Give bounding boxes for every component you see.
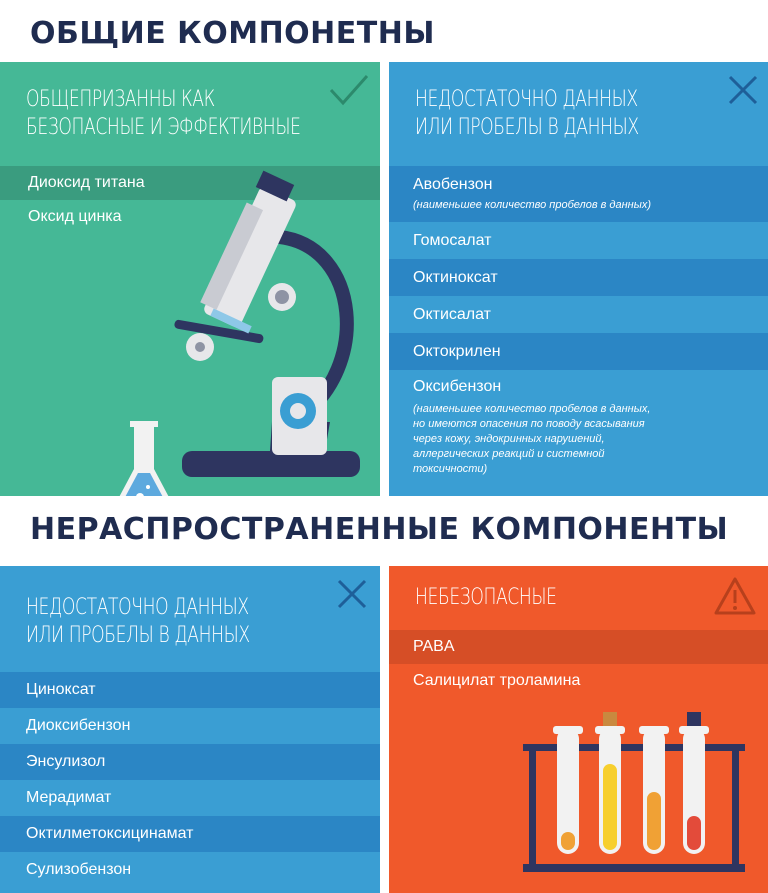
safe-title-line-1: ОБЩЕПРИЗАННЫ КАК <box>26 87 215 112</box>
list-item <box>0 780 380 816</box>
ingredient-name: Авобензон <box>413 176 493 193</box>
ingredient-name: Энсулизол <box>26 753 106 770</box>
ingredient-name: Октокрилен <box>413 343 501 360</box>
unsafe-title-line-1: НЕБЕЗОПАСНЫЕ <box>415 585 557 610</box>
ingredient-name: Октиноксат <box>413 269 498 286</box>
ingredient-name: Циноксат <box>26 681 96 698</box>
list-item <box>0 744 380 780</box>
common-ingredients-heading: ОБЩИЕ КОМПОНЕТНЫ <box>30 16 435 51</box>
list-item <box>0 708 380 744</box>
ingredient-name: Октилметоксицинамат <box>26 825 194 842</box>
list-item <box>0 852 380 888</box>
list-item <box>0 672 380 708</box>
list-item <box>389 166 768 222</box>
data-gap-title <box>415 86 639 142</box>
cross-icon <box>336 578 368 610</box>
data-gap-title-line-2: ИЛИ ПРОБЕЛЫ В ДАННЫХ <box>415 115 639 140</box>
list-item <box>389 370 768 496</box>
ingredient-name: Мерадимат <box>26 789 112 806</box>
checkmark-icon <box>328 72 370 108</box>
note-line: токсичности) <box>413 463 488 475</box>
test-tubes-icon <box>519 704 749 874</box>
data-gap-title-line-1: НЕДОСТАТОЧНО ДАННЫХ <box>415 87 638 112</box>
ingredient-name: Диоксибензон <box>26 717 131 734</box>
ingredient-name: Гомосалат <box>413 232 492 249</box>
data-gap-panel-uncommon <box>0 566 380 893</box>
ingredient-name: Салицилат троламина <box>413 672 581 689</box>
note-line: через кожу, эндокринных нарушений, <box>413 433 605 445</box>
ingredient-name: Октисалат <box>413 306 491 323</box>
note-line: (наименьшее количество пробелов в данных, <box>413 403 651 415</box>
safe-title-line-2: БЕЗОПАСНЫЕ И ЭФФЕКТИВНЫЕ <box>26 115 301 140</box>
data-gap-title-line-2: ИЛИ ПРОБЕЛЫ В ДАННЫХ <box>26 623 250 648</box>
list-item <box>0 816 380 852</box>
list-item <box>389 333 768 370</box>
list-item <box>389 259 768 296</box>
unsafe-panel <box>389 566 768 893</box>
list-item <box>389 222 768 259</box>
warning-icon <box>713 576 757 616</box>
ingredient-name: PABA <box>413 638 455 655</box>
ingredient-note: (наименьшее количество пробелов в данных) <box>413 199 651 211</box>
data-gap-title <box>26 594 250 650</box>
ingredient-name: Оксид цинка <box>28 208 122 225</box>
ingredient-name: Оксибензон <box>413 378 502 395</box>
uncommon-ingredients-heading: НЕРАСПРОСТРАНЕННЫЕ КОМПОНЕНТЫ <box>30 512 729 547</box>
ingredient-name: Диоксид титана <box>28 174 145 191</box>
list-item <box>389 630 768 664</box>
flask-icon <box>94 417 194 496</box>
safe-panel <box>0 62 380 496</box>
ingredient-name: Сулизобензон <box>26 861 132 878</box>
note-line: аллергических реакций и системной <box>413 448 605 460</box>
list-item <box>389 296 768 333</box>
safe-panel-title <box>26 86 301 142</box>
ingredient-note <box>413 402 768 477</box>
list-item <box>389 664 768 698</box>
unsafe-panel-title <box>415 584 557 612</box>
data-gap-title-line-1: НЕДОСТАТОЧНО ДАННЫХ <box>26 595 249 620</box>
cross-icon <box>727 74 759 106</box>
data-gap-panel-common <box>389 62 768 496</box>
note-line: но имеются опасения по поводу всасывания <box>413 418 645 430</box>
